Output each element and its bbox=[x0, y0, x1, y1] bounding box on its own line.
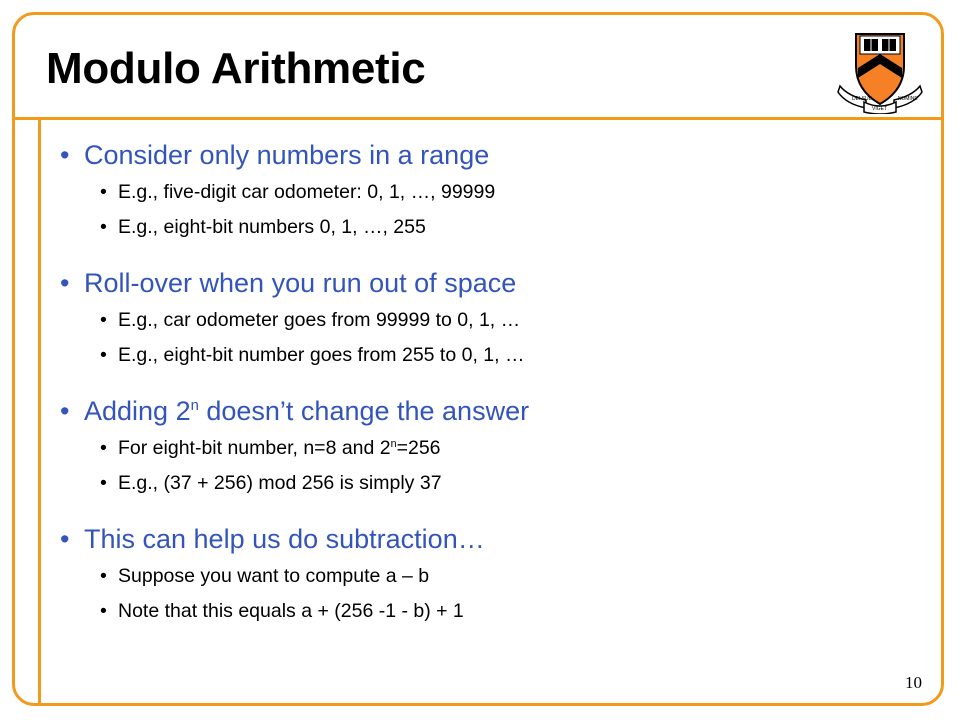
bullet-main: • Adding 2$^n$ doesn’t change the answer bbox=[60, 396, 530, 426]
bullet-main: • Roll-over when you run out of space bbox=[60, 268, 517, 298]
bullet-sub: • E.g., five-digit car odometer: 0, 1, …, 99999 bbox=[100, 181, 496, 203]
bullet-group-4 bbox=[60, 519, 920, 629]
bullet-sub: • E.g., car odometer goes from 99999 to 0, 1, … bbox=[100, 309, 521, 331]
bullet-sub: • E.g., eight-bit number goes from 255 to 0, 1, … bbox=[100, 344, 525, 366]
motto-left: DEI SUB bbox=[852, 96, 873, 102]
bullet-sub: • For eight-bit number, n=8 and $2^n=256$ bbox=[100, 437, 441, 459]
left-accent-bar bbox=[38, 117, 41, 704]
bullet-sub: • E.g., eight-bit numbers 0, 1, …, 255 bbox=[100, 216, 426, 238]
motto-bottom: VIGET bbox=[872, 106, 888, 112]
princeton-shield-icon bbox=[836, 30, 924, 114]
title-divider bbox=[14, 117, 942, 120]
bullet-sub: • Suppose you want to compute a – b bbox=[100, 565, 430, 587]
bullet-group-2 bbox=[60, 263, 920, 373]
bullet-main: • This can help us do subtraction… bbox=[60, 524, 485, 554]
bullet-sub: • Note that this equals a + (256 -1 - b) + 1 bbox=[100, 600, 464, 622]
slide-title: Modulo Arithmetic bbox=[46, 44, 426, 93]
bullet-list bbox=[60, 135, 920, 647]
bullet-group-1 bbox=[60, 135, 920, 245]
page-number: 10 bbox=[905, 673, 922, 692]
bullet-sub: • E.g., (37 + 256) mod 256 is simply 37 bbox=[100, 472, 442, 494]
motto-right: NUMINE bbox=[898, 96, 918, 102]
bullet-group-3 bbox=[60, 391, 920, 501]
bullet-main: • Consider only numbers in a range bbox=[60, 140, 490, 170]
